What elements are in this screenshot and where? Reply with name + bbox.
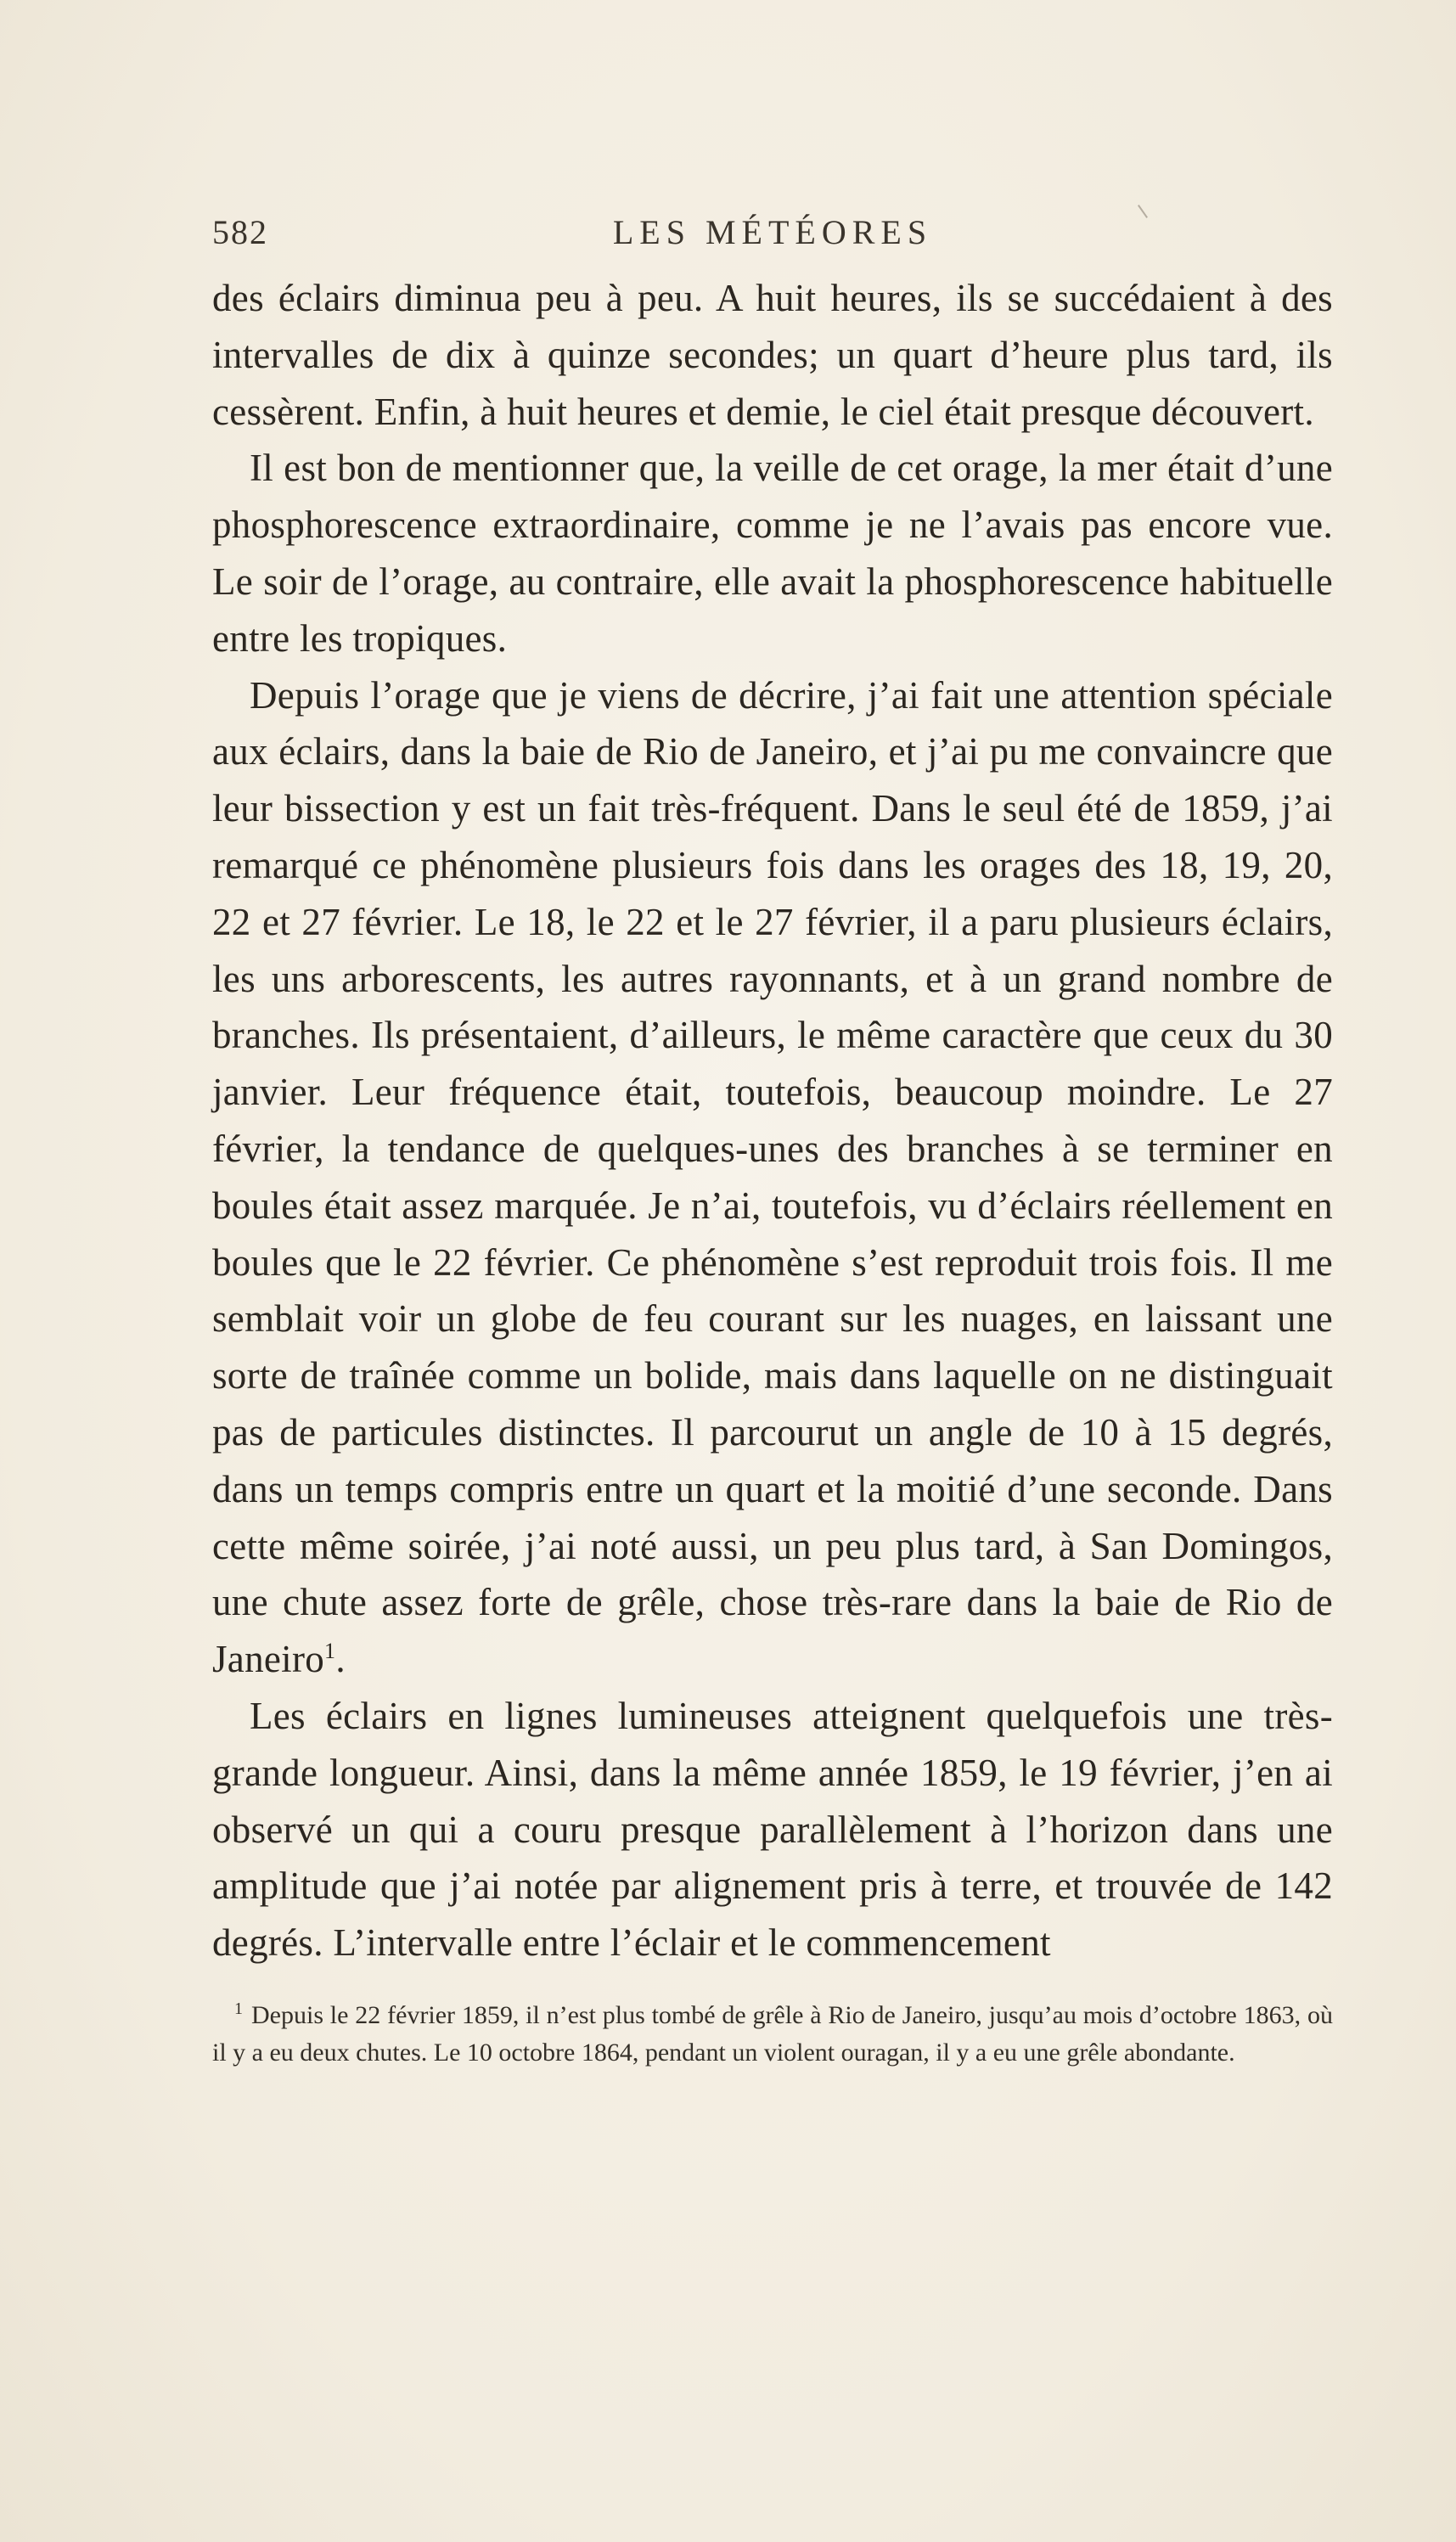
- paragraph-2: Il est bon de mentionner que, la veille de cet orage, la mer était d’une phosphorescence extraordinaire, comme je ne l’avais pas encore vue. Le soir de l’orage, au contraire, elle avait la phosphorescence habituelle entre les tropiques.: [212, 447, 1333, 660]
- body-text: [212, 270, 1333, 1971]
- running-title: LES MÉTÉORES: [612, 213, 933, 251]
- paragraph-3: [212, 667, 1333, 1688]
- paragraph-3-text: Depuis l’orage que je viens de décrire, j’ai fait une attention spéciale aux éclairs, dans la baie de Rio de Janeiro, et j’ai pu me convaincre que leur bissection y est un fait très-fréquent. Dans le seul été de 1859, j’ai remarqué ce phénomène plusieurs fois dans les orages des 18, 19, 20, 22 et 27 février. Le 18, le 22 et le 27 février, il a paru plusieurs éclairs, les uns arborescents, les autres rayonnants, et à un grand nombre de branches. Ils présentaient, d’ailleurs, le même caractère que ceux du 30 janvier. Leur fréquence était, toutefois, beaucoup moindre. Le 27 février, la tendance de quelques-unes des branches à se terminer en boules était assez marquée. Je n’ai, toutefois, vu d’éclairs réellement en boules que le 22 février. Ce phénomène s’est reproduit trois fois. Il me semblait voir un globe de feu courant sur les nuages, en laissant une sorte de traînée comme un bolide, mais dans laquelle on ne distinguait pas de particules distinctes. Il parcourut un angle de 10 à 15 degrés, dans un temps compris entre un quart et la moitié d’une seconde. Dans cette même soirée, j’ai noté aussi, un peu plus tard, à San Domingos, une chute assez forte de grêle, chose très-rare dans la baie de Rio de Janeiro: [212, 673, 1333, 1681]
- paragraph-1: des éclairs diminua peu à peu. A huit heures, ils se succédaient à des intervalles de dix à quinze secondes; un quart d’heure plus tard, ils cessèrent. Enfin, à huit heures et demie, le ciel était presque découvert.: [212, 277, 1333, 433]
- paragraph-4: Les éclairs en lignes lumineuses atteignent quelquefois une très-grande longueur. Ainsi, dans la même année 1859, le 19 février, j’en ai observé un qui a couru presque parallèlement à l’horizon dans une amplitude que j’ai notée par alignement pris à terre, et trouvée de 142 degrés. L’intervalle entre l’éclair et le commencement: [212, 1694, 1333, 1965]
- footnote-reference: 1: [324, 1639, 336, 1664]
- footnote-mark: 1: [234, 1999, 243, 2018]
- running-head: [212, 195, 1333, 255]
- footnote-text: Depuis le 22 février 1859, il n’est plus tombé de grêle à Rio de Janeiro, jusqu’au mois d’octobre 1863, où il y a eu deux chutes. Le 10 octobre 1864, pendant un violent ouragan, il y a eu une grêle abondante.: [212, 2000, 1333, 2067]
- footnote: [212, 1997, 1333, 2072]
- page-number: 582: [212, 213, 268, 251]
- paragraph-3-trailing: .: [335, 1638, 346, 1681]
- book-page: [212, 195, 1333, 2072]
